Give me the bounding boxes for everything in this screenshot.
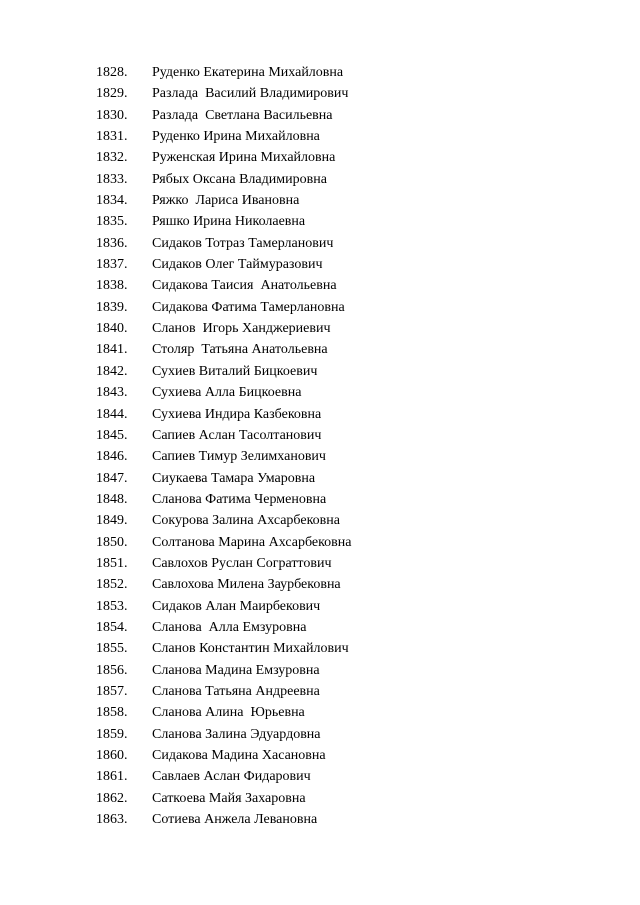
entry-number: 1837. xyxy=(96,257,128,273)
list-item xyxy=(0,339,640,360)
entry-name: Столяр Татьяна Анатольевна xyxy=(152,342,328,358)
entry-number: 1847. xyxy=(96,470,128,486)
entry-number: 1836. xyxy=(96,235,128,251)
list-item xyxy=(0,596,640,617)
entry-number: 1862. xyxy=(96,790,128,806)
list-item xyxy=(0,318,640,339)
list-item xyxy=(0,275,640,296)
entry-name: Сидакова Мадина Хасановна xyxy=(152,748,326,763)
list-item xyxy=(0,254,640,275)
entry-number: 1855. xyxy=(96,641,128,657)
list-item xyxy=(0,660,640,681)
entry-number: 1848. xyxy=(96,491,128,507)
list-item xyxy=(0,361,640,382)
entry-name: Руженская Ирина Михайловна xyxy=(152,150,336,166)
entry-number: 1839. xyxy=(96,299,128,315)
entry-name: Сиукаева Тамара Умаровна xyxy=(152,470,316,486)
list-item xyxy=(0,169,640,190)
entry-number: 1833. xyxy=(96,171,128,187)
entry-number: 1845. xyxy=(96,427,128,443)
entry-name: Сидаков Олег Таймуразович xyxy=(152,257,323,273)
entry-name: Сидакова Таисия Анатольевна xyxy=(152,278,337,294)
list-item xyxy=(0,724,640,745)
entry-number: 1838. xyxy=(96,278,128,294)
entry-name: Сапиев Тимур Зелимханович xyxy=(152,449,326,465)
list-item xyxy=(0,233,640,254)
entry-number: 1849. xyxy=(96,513,128,529)
list-item xyxy=(0,553,640,574)
entry-number: 1859. xyxy=(96,726,128,742)
entry-number: 1861. xyxy=(96,769,128,785)
list-item xyxy=(0,297,640,318)
entry-number: 1854. xyxy=(96,619,128,635)
entry-name: Сланова Алина Юрьевна xyxy=(152,705,305,721)
entry-number: 1828. xyxy=(96,65,128,80)
numbered-name-list xyxy=(0,62,640,830)
entry-number: 1856. xyxy=(96,662,128,678)
entry-name: Руденко Ирина Михайловна xyxy=(152,129,320,145)
entry-number: 1830. xyxy=(96,107,128,123)
entry-name: Разлада Светлана Васильевна xyxy=(152,107,333,123)
entry-name: Савлохов Руслан Сограттович xyxy=(152,555,332,571)
list-item xyxy=(0,468,640,489)
list-item xyxy=(0,809,640,830)
entry-number: 1831. xyxy=(96,129,128,145)
entry-number: 1829. xyxy=(96,86,128,102)
list-item xyxy=(0,489,640,510)
entry-number: 1840. xyxy=(96,321,128,337)
list-item xyxy=(0,425,640,446)
entry-name: Сланова Татьяна Андреевна xyxy=(152,683,320,699)
entry-name: Сидаков Алан Маирбекович xyxy=(152,598,321,614)
entry-name: Савлаев Аслан Фидарович xyxy=(152,769,311,785)
entry-name: Сланов Игорь Ханджериевич xyxy=(152,321,331,337)
list-item xyxy=(0,617,640,638)
list-item xyxy=(0,510,640,531)
entry-name: Рябых Оксана Владимировна xyxy=(152,171,327,187)
entry-name: Сотиева Анжела Левановна xyxy=(152,812,318,828)
list-item xyxy=(0,62,640,83)
list-item xyxy=(0,126,640,147)
entry-name: Сланова Алла Емзуровна xyxy=(152,619,307,635)
entry-name: Сапиев Аслан Тасолтанович xyxy=(152,427,322,443)
entry-name: Ряжко Лариса Ивановна xyxy=(152,193,300,209)
entry-name: Савлохова Милена Заурбековна xyxy=(152,577,341,593)
entry-name: Сухиева Алла Бицкоевна xyxy=(152,385,302,401)
entry-number: 1851. xyxy=(96,555,128,571)
list-item xyxy=(0,83,640,104)
entry-number: 1842. xyxy=(96,363,128,379)
entry-number: 1852. xyxy=(96,577,128,593)
entry-number: 1858. xyxy=(96,705,128,721)
entry-name: Руденко Екатерина Михайловна xyxy=(152,65,344,80)
entry-number: 1857. xyxy=(96,683,128,699)
entry-number: 1835. xyxy=(96,214,128,230)
entry-number: 1846. xyxy=(96,449,128,465)
entry-number: 1841. xyxy=(96,342,128,358)
list-item xyxy=(0,681,640,702)
entry-name: Ряшко Ирина Николаевна xyxy=(152,214,306,230)
list-item xyxy=(0,532,640,553)
list-item xyxy=(0,446,640,467)
entry-name: Сухиева Индира Казбековна xyxy=(152,406,322,422)
entry-name: Сланова Мадина Емзуровна xyxy=(152,662,320,678)
list-item xyxy=(0,702,640,723)
entry-number: 1844. xyxy=(96,406,128,422)
entry-number: 1863. xyxy=(96,812,128,828)
entry-name: Сокурова Залина Ахсарбековна xyxy=(152,513,340,529)
entry-number: 1850. xyxy=(96,534,128,550)
entry-name: Сланова Залина Эдуардовна xyxy=(152,726,321,742)
entry-number: 1853. xyxy=(96,598,128,614)
list-item xyxy=(0,788,640,809)
entry-number: 1860. xyxy=(96,748,128,763)
entry-number: 1834. xyxy=(96,193,128,209)
list-item xyxy=(0,190,640,211)
entry-name: Солтанова Марина Ахсарбековна xyxy=(152,534,352,550)
entry-number: 1832. xyxy=(96,150,128,166)
entry-name: Сидакова Фатима Тамерлановна xyxy=(152,299,345,315)
list-item xyxy=(0,638,640,659)
list-item xyxy=(0,574,640,595)
entry-name: Сланов Константин Михайлович xyxy=(152,641,349,657)
entry-name: Сланова Фатима Черменовна xyxy=(152,491,327,507)
entry-name: Саткоева Майя Захаровна xyxy=(152,790,306,806)
list-item xyxy=(0,745,640,766)
entry-number: 1843. xyxy=(96,385,128,401)
list-item xyxy=(0,211,640,232)
entry-name: Сидаков Тотраз Тамерланович xyxy=(152,235,334,251)
list-item xyxy=(0,147,640,168)
list-item xyxy=(0,105,640,126)
entry-name: Сухиев Виталий Бицкоевич xyxy=(152,363,318,379)
list-item xyxy=(0,404,640,425)
entry-name: Разлада Василий Владимирович xyxy=(152,86,349,102)
list-item xyxy=(0,766,640,787)
list-item xyxy=(0,382,640,403)
